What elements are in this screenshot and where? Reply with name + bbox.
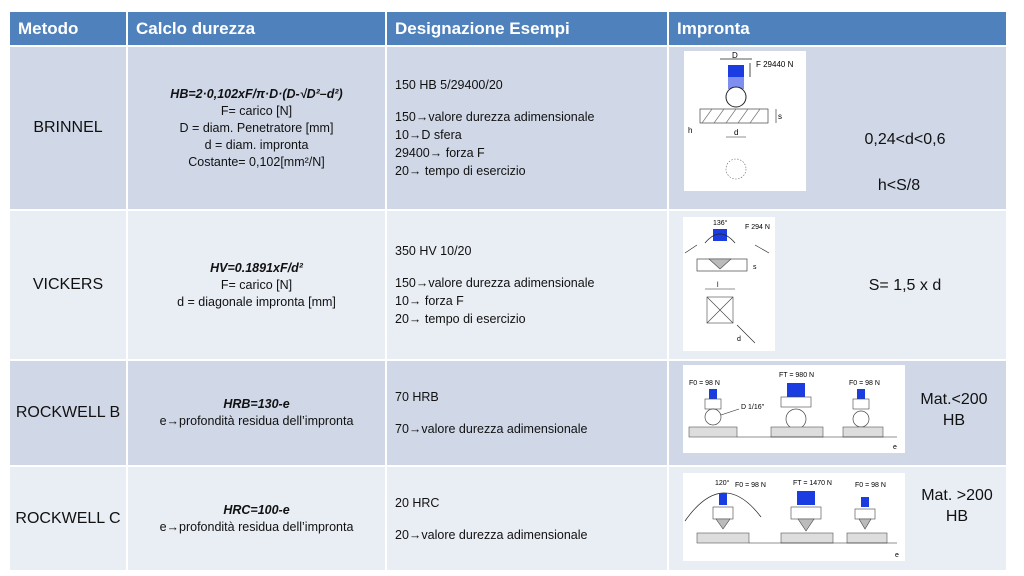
rockwell-b-diagram bbox=[683, 365, 905, 453]
calc-line: D = diam. Penetratore [mm] bbox=[179, 120, 334, 135]
header-designazione: Designazione Esempi bbox=[387, 12, 669, 47]
formula: HB=2·0,102xF/π·D·(D-√D²–d²) bbox=[170, 86, 343, 101]
esempio-line: 150→valore durezza adimensionale bbox=[395, 276, 595, 290]
calc-line: e→profondità residua dell’impronta bbox=[159, 414, 354, 428]
formula: HV=0.1891xF/d² bbox=[210, 260, 303, 275]
header-calcolo: Calclo durezza bbox=[128, 12, 387, 47]
rockwell-b-label-f0b: F0 = 98 N bbox=[849, 380, 880, 387]
calc-line: d = diagonale impronta [mm] bbox=[177, 294, 336, 309]
brinell-note-h: h<S/8 bbox=[877, 177, 921, 194]
rockwell-c-label-f0a: F0 = 98 N bbox=[735, 482, 766, 489]
impronta-cell bbox=[669, 211, 1008, 361]
esempio-line: 10→D sfera bbox=[395, 128, 462, 142]
calcolo-cell bbox=[128, 467, 387, 572]
designazione-cell bbox=[387, 47, 669, 211]
brinell-label-force: F 29440 N bbox=[756, 60, 794, 69]
hardness-table bbox=[10, 12, 1008, 572]
metodo-cell: ROCKWELL B bbox=[10, 361, 128, 467]
rockwell-c-label-angle: 120° bbox=[715, 480, 730, 487]
vickers-note: S= 1,5 x d bbox=[868, 277, 942, 294]
esempio-line: 20→ tempo di esercizio bbox=[395, 164, 526, 178]
designazione: 20 HRC bbox=[395, 495, 440, 510]
esempio-line: 20→ tempo di esercizio bbox=[395, 312, 526, 326]
calcolo-cell bbox=[128, 211, 387, 361]
metodo-cell: ROCKWELL C bbox=[10, 467, 128, 572]
vickers-diagram bbox=[683, 217, 775, 351]
brinell-label-D: D bbox=[732, 51, 738, 60]
rockwell-c-label-f0b: F0 = 98 N bbox=[855, 482, 886, 489]
esempio-line: 10→ forza F bbox=[395, 294, 464, 308]
brinell-label-s: s bbox=[778, 112, 782, 121]
calcolo-cell bbox=[128, 47, 387, 211]
brinell-label-d: d bbox=[734, 128, 739, 137]
table-row bbox=[10, 467, 1008, 572]
designazione-cell bbox=[387, 361, 669, 467]
calc-line: F= carico [N] bbox=[220, 103, 293, 118]
designazione-cell bbox=[387, 211, 669, 361]
rockwell-b-label-ft: FT = 980 N bbox=[779, 372, 815, 379]
designazione: 70 HRB bbox=[395, 390, 439, 404]
vickers-label-force: F 294 N bbox=[745, 224, 770, 231]
brinell-label-h: h bbox=[688, 126, 693, 135]
formula: HRB=130-e bbox=[223, 397, 290, 411]
brinell-diagram bbox=[684, 51, 806, 191]
rockwell-c-note: Mat. >200 HB bbox=[921, 487, 993, 525]
metodo-cell: VICKERS bbox=[10, 211, 128, 361]
table-row bbox=[10, 211, 1008, 361]
rockwell-c-label-ft: FT = 1470 N bbox=[793, 480, 832, 487]
designazione-cell bbox=[387, 467, 669, 572]
metodo-cell: BRINNEL bbox=[10, 47, 128, 211]
impronta-cell bbox=[669, 361, 1008, 467]
vickers-label-angle: 136° bbox=[713, 220, 728, 227]
calc-line: F= carico [N] bbox=[220, 277, 293, 292]
table-row bbox=[10, 47, 1008, 211]
calc-line: d = diam. impronta bbox=[204, 137, 309, 152]
rockwell-b-label-e: e bbox=[893, 444, 897, 451]
table-row bbox=[10, 361, 1008, 467]
brinell-note-range: 0,24<d<0,6 bbox=[864, 131, 946, 148]
impronta-cell bbox=[669, 467, 1008, 572]
designazione: 150 HB 5/29400/20 bbox=[395, 78, 503, 92]
header-row bbox=[10, 12, 1008, 47]
vickers-label-d: d bbox=[737, 336, 741, 343]
header-metodo: Metodo bbox=[10, 12, 128, 47]
rockwell-c-diagram bbox=[683, 473, 905, 561]
rockwell-b-label-f0a: F0 = 98 N bbox=[689, 380, 720, 387]
calcolo-cell bbox=[128, 361, 387, 467]
rockwell-c-label-e: e bbox=[895, 552, 899, 559]
header-impronta: Impronta bbox=[669, 12, 1008, 47]
esempio-line: 29400→ forza F bbox=[395, 146, 485, 160]
rockwell-b-label-d: D 1/16" bbox=[741, 404, 765, 411]
esempio-line: 70→valore durezza adimensionale bbox=[395, 422, 588, 436]
calc-line: e→profondità residua dell’impronta bbox=[159, 519, 354, 534]
rockwell-b-note: Mat.<200 HB bbox=[920, 391, 988, 429]
vickers-label-s: s bbox=[753, 264, 757, 271]
formula: HRC=100-e bbox=[223, 502, 290, 517]
esempio-line: 20→valore durezza adimensionale bbox=[395, 527, 588, 542]
impronta-cell bbox=[669, 47, 1008, 211]
vickers-label-l: l bbox=[717, 282, 719, 289]
designazione: 350 HV 10/20 bbox=[395, 244, 472, 258]
calc-line: Costante= 0,102[mm²/N] bbox=[188, 154, 325, 169]
esempio-line: 150→valore durezza adimensionale bbox=[395, 110, 595, 124]
